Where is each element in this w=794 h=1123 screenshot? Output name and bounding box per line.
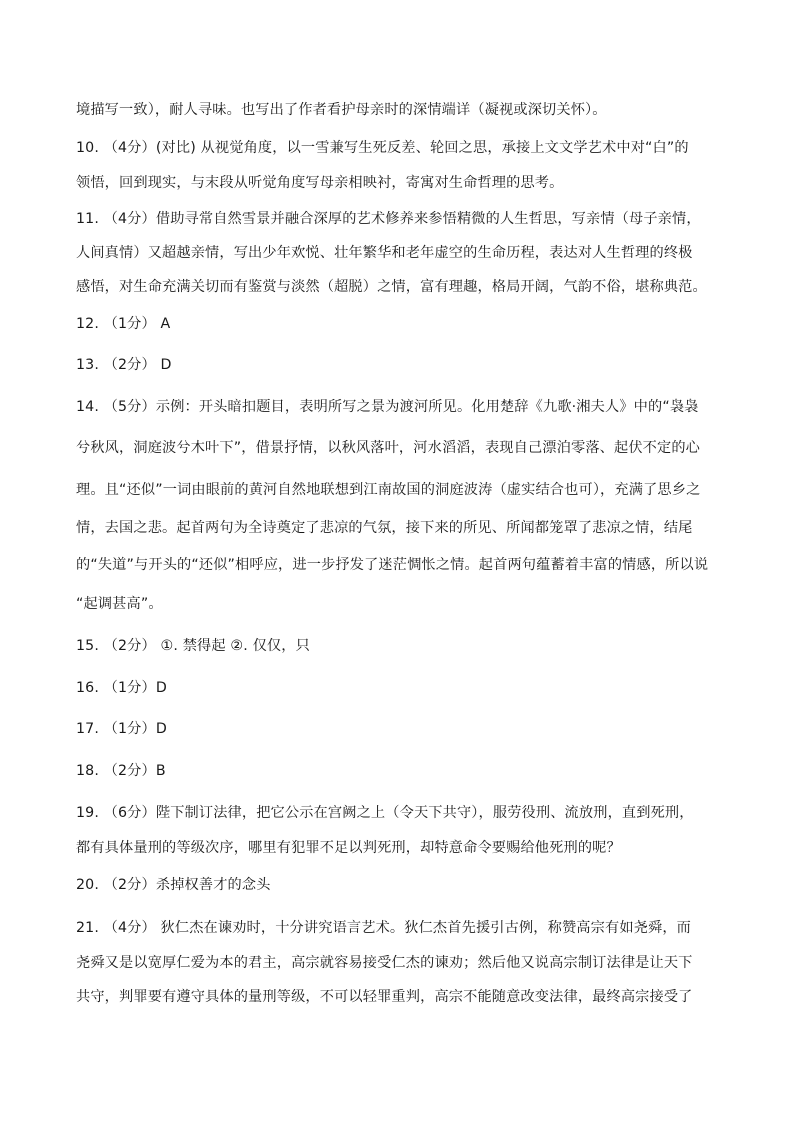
answer-11-line: 11. （4分）借助寻常自然雪景并融合深厚的艺术修养来参悟精微的人生哲思，写亲情（母子亲情， — [76, 211, 701, 227]
answer-21-line: 21. （4分） 狄仁杰在谏劝时，十分讲究语言艺术。狄仁杰首先援引古例，称赞高宗有如尧舜，而 — [76, 920, 692, 936]
text-line: 人间真情）又超越亲情，写出少年欢悦、壮年繁华和老年虚空的生命历程，表达对人生哲理的终极 — [76, 245, 693, 261]
text-line: 兮秋风，洞庭波兮木叶下”，借景抒情，以秋风落叶，河水滔滔，表现自己漂泊零落、起伏不定的心 — [76, 440, 701, 456]
answer-20-line: 20. （2分）杀掉权善才的念头 — [76, 877, 271, 893]
answer-12-line: 12. （1分） A — [76, 316, 171, 332]
text-line: 尧舜又是以宽厚仁爱为本的君主，高宗就容易接受仁杰的谏劝；然后他又说高宗制订法律是让天下 — [76, 955, 693, 971]
text-line: “起调甚高”。 — [76, 596, 163, 612]
answer-14-line: 14. （5分）示例：开头暗扣题目，表明所写之景为渡河所见。化用楚辞《九歌·湘夫人》中的“袅袅 — [76, 399, 699, 415]
text-line: 都有具体量刑的等级次序，哪里有犯罪不足以判死刑，却特意命令要赐给他死刑的呢？ — [76, 840, 621, 856]
text-line: 共守，判罪要有遵守具体的量刑等级，不可以轻罪重判，高宗不能随意改变法律，最终高宗接受了 — [76, 989, 693, 1005]
answer-19-line: 19. （6分）陛下制订法律，把它公示在宫阙之上（令天下共守），服劳役刑、流放刑，直到死刑， — [76, 805, 694, 821]
answer-17-line: 17. （1分）D — [76, 721, 167, 737]
text-line: 领悟，回到现实，与末段从听觉角度写母亲相映衬，寄寓对生命哲理的思考。 — [76, 175, 564, 191]
text-line: 的“失道”与开头的“还似”相呼应，进一步抒发了迷茫惆怅之情。起首两句蕴蓄着丰富的情感，所以说 — [76, 557, 709, 573]
text-line: 感悟，对生命充满关切而有鉴赏与淡然（超脱）之情，富有理趣，格局开阔，气韵不俗，堪称典范。 — [76, 279, 707, 295]
answer-15-line: 15. （2分） ①. 禁得起 ②. 仅仅，只 — [76, 638, 310, 654]
text-line: 情，去国之悲。起首两句为全诗奠定了悲凉的气氛，接下来的所见、所闻都笼罩了悲凉之情，结尾 — [76, 520, 693, 536]
text-line: 境描写一致），耐人寻味。也写出了作者看护母亲时的深情端详（凝视或深切关怀）。 — [76, 102, 607, 118]
answer-18-line: 18. （2分）B — [76, 763, 166, 779]
text-line: 理。且“还似”一词由眼前的黄河自然地联想到江南故国的洞庭波涛（虚实结合也可），充满了思乡之 — [76, 482, 701, 498]
answer-16-line: 16. （1分）D — [76, 680, 167, 696]
answer-13-line: 13. （2分） D — [76, 357, 172, 373]
answer-10-line: 10. （4分）(对比) 从视觉角度，以一雪兼写生死反差、轮回之思，承接上文文学艺术中对“白”的 — [76, 140, 689, 156]
